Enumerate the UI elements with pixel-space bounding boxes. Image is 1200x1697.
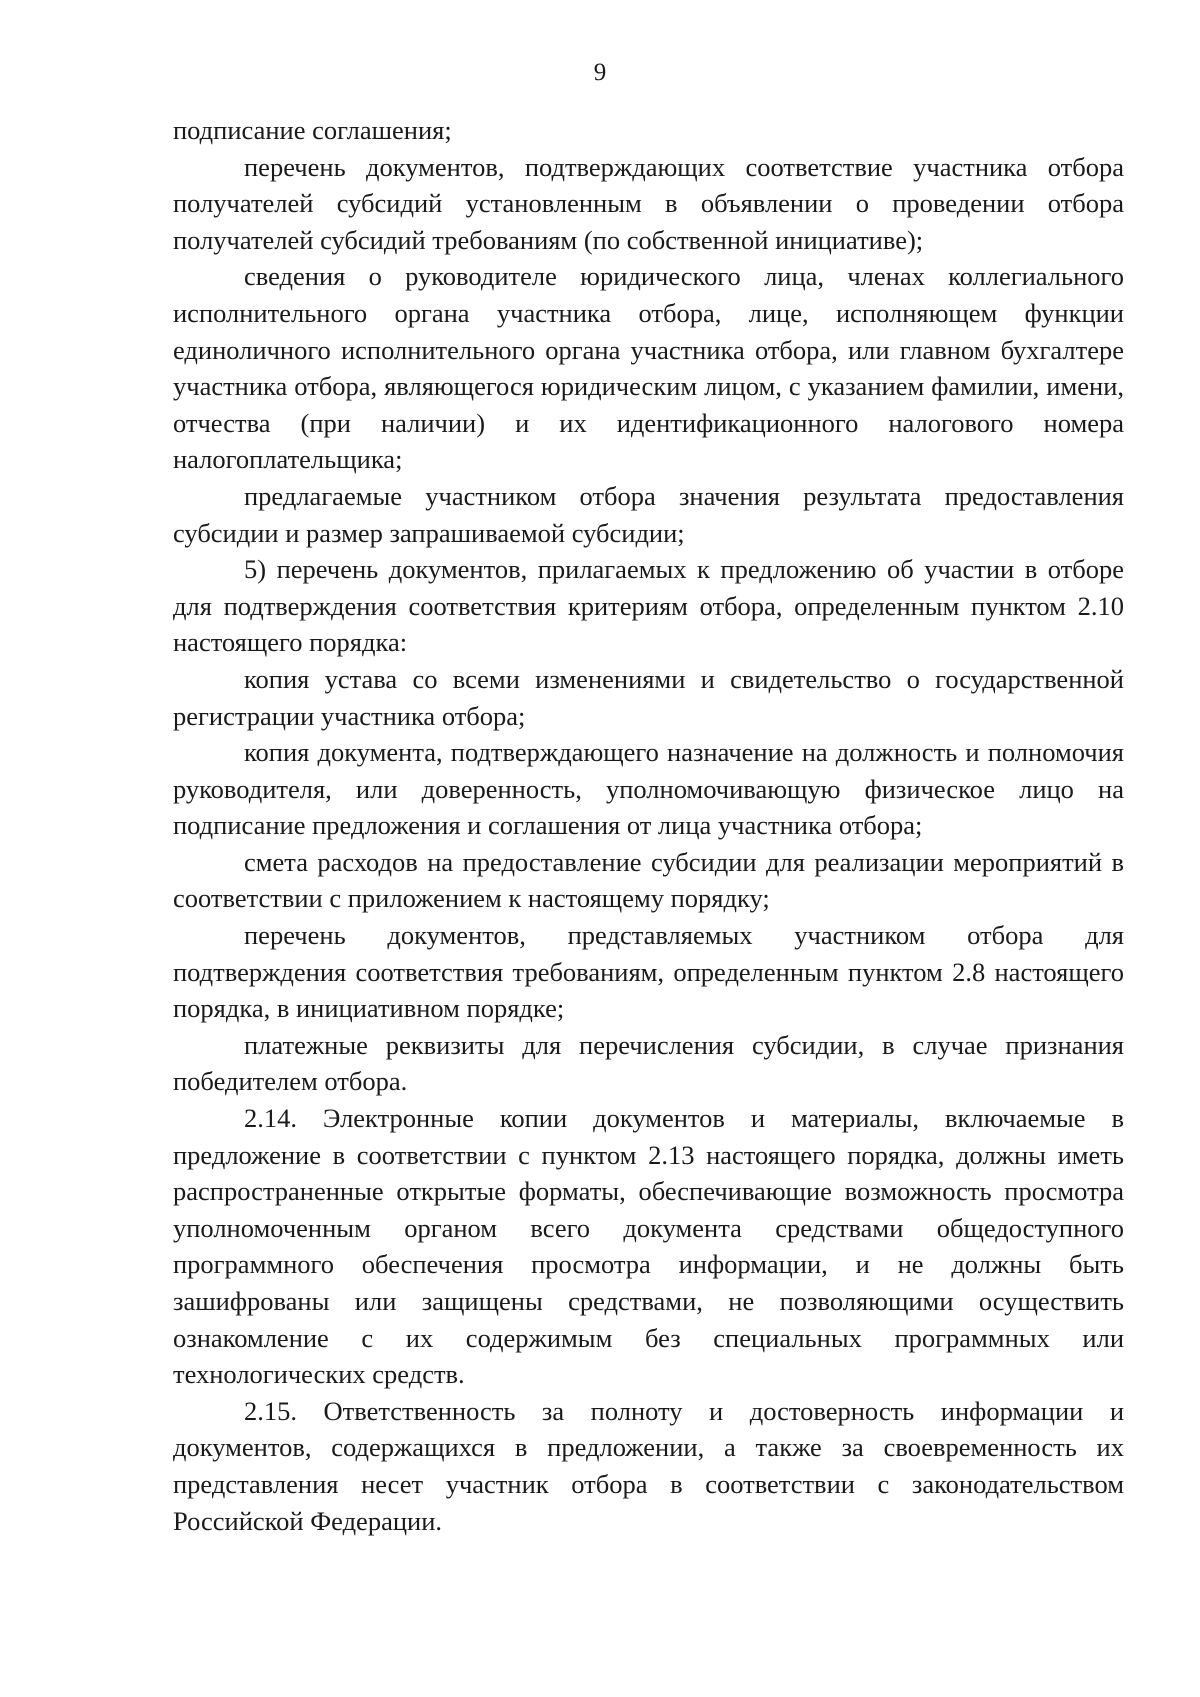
paragraph-signing-agreement: подписание соглашения; bbox=[173, 115, 452, 145]
paragraph-proposed-values: предлагаемые участником отбора значения результата предоставления субсидии и размер запрашиваемой субсидии; bbox=[173, 480, 1124, 548]
paragraph-2-14: 2.14. Электронные копии документов и материалы, включаемые в предложение в соответствии с пунктом 2.13 настоящего порядка, должны иметь распространенные открытые форматы, обеспечивающие возможность просмотра уполномоченным органом всего документа средствами общедоступного программного обеспечения просмотра информации, и не должны быть зашифрованы или защищены средствами, не позволяющими осуществить ознакомление с их содержимым без специальных программных или технологических средств. bbox=[173, 1103, 1124, 1390]
paragraph-2-15: 2.15. Ответственность за полноту и достоверность информации и документов, содержащихся в предложении, а также за своевременность их представления несет участник отбора в соответствии с законодательством Российской Федерации. bbox=[173, 1395, 1124, 1536]
paragraph-documents-list: перечень документов, подтверждающих соответствие участника отбора получателей субсидий установленным в объявлении о проведении отбора получателей субсидий требованиям (по собственной инициативе); bbox=[173, 151, 1124, 255]
paragraph-item-5: 5) перечень документов, прилагаемых к предложению об участии в отборе для подтверждения соответствия критериям отбора, определенным пунктом 2.10 настоящего порядка: bbox=[173, 554, 1124, 658]
paragraph-head-info: сведения о руководителе юридического лица, членах коллегиального исполнительного органа участника отбора, лице, исполняющем функции единоличного исполнительного органа участника отбора, или главном бухгалтере участника отбора, являющегося юридическим лицом, с указанием фамилии, имени, отчества (при наличии) и их идентификационного налогового номера налогоплательщика; bbox=[173, 261, 1124, 475]
paragraph-requirements-docs: перечень документов, представляемых участником отбора для подтверждения соответствия требованиям, определенным пунктом 2.8 настоящего порядка, в инициативном порядке; bbox=[173, 920, 1124, 1024]
paragraph-appointment-copy: копия документа, подтверждающего назначение на должность и полномочия руководителя, или доверенность, уполномочивающую физическое лицо на подписание предложения и соглашения от лица участника отбора; bbox=[173, 737, 1124, 841]
paragraph-payment-details: платежные реквизиты для перечисления субсидии, в случае признания победителем отбора. bbox=[173, 1029, 1124, 1097]
page-number: 9 bbox=[593, 59, 607, 86]
paragraph-charter-copy: копия устава со всеми изменениями и свидетельство о государственной регистрации участника отбора; bbox=[173, 663, 1124, 731]
document-body bbox=[173, 112, 1124, 1539]
paragraph-cost-estimate: смета расходов на предоставление субсидии для реализации мероприятий в соответствии с приложением к настоящему порядку; bbox=[173, 846, 1124, 914]
